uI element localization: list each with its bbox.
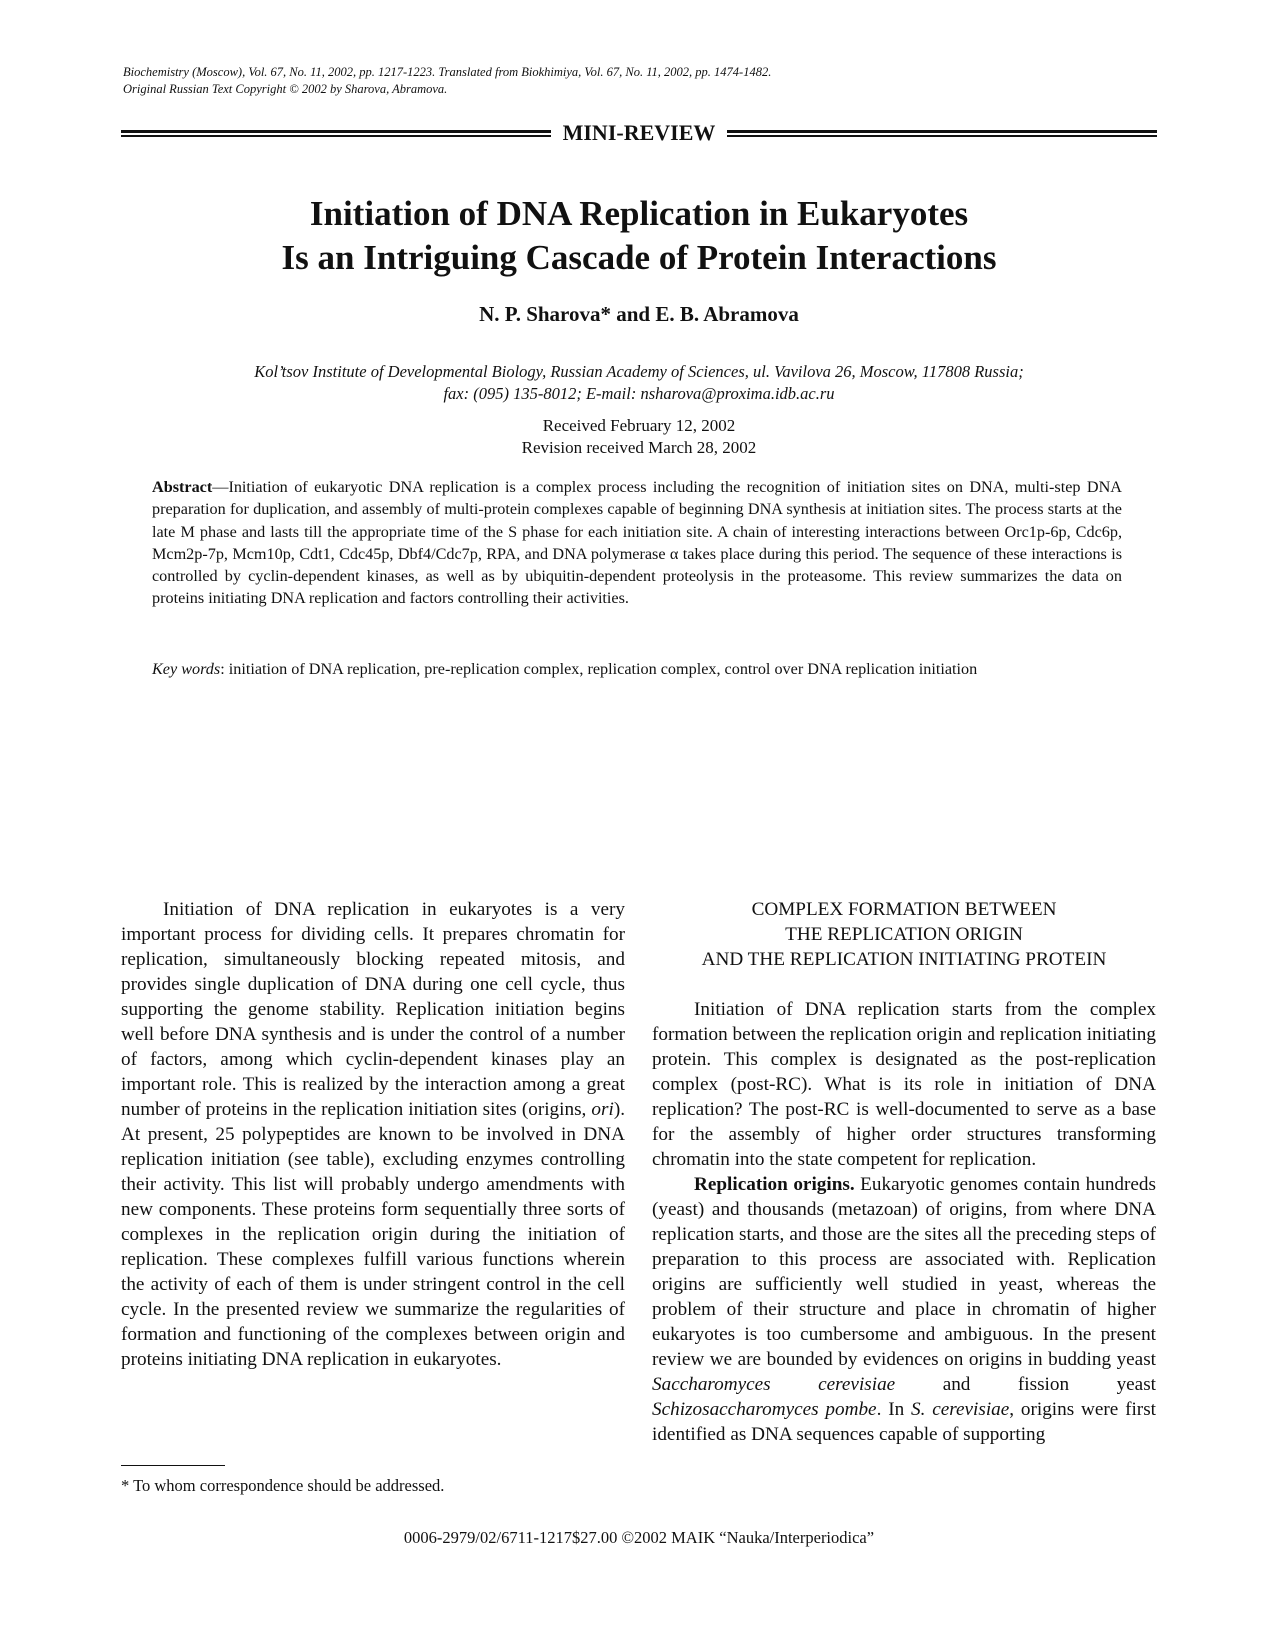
keywords-text: : initiation of DNA replication, pre-replication complex, replication complex, control over DNA replication initiation bbox=[220, 660, 978, 678]
keywords bbox=[152, 658, 1122, 680]
received-date: Received February 12, 2002 bbox=[542, 416, 736, 435]
para2-text-a: Eukaryotic genomes contain hundreds (yeast) and thousands (metazoan) of origins, from where DNA replication starts, and those are the sites all the preceding steps of preparation to this process are associated with. Replication origins are sufficiently well studied in yeast, whereas the problem of their structure and place in chromatin of higher eukaryotes is too cumbersome and ambiguous. In the present review we are bounded by evidences on origins in budding yeast bbox=[652, 1174, 1156, 1370]
authors: N. P. Sharova* and E. B. Abramova bbox=[479, 302, 799, 326]
title-line-2: Is an Intriguing Cascade of Protein Interactions bbox=[281, 238, 997, 277]
intro-text-a: Initiation of DNA replication in eukaryotes is a very important process for dividing cells. It prepares chromatin for replication, simultaneously blocking repeated mitosis, and provides single duplication of DNA during one cell cycle, thus supporting the genome stability. Replication initiation begins well before DNA synthesis and is under the control of a number of factors, among which cyclin-dependent kinases play an important role. This is realized by the interaction among a great number of proteins in the replication initiation sites (origins, bbox=[121, 899, 625, 1120]
keywords-label: Key words bbox=[152, 660, 221, 678]
para2-text-b: and fission yeast bbox=[895, 1374, 1156, 1395]
abstract-label: Abstract bbox=[152, 478, 213, 496]
heading-line-2: THE REPLICATION ORIGIN bbox=[785, 924, 1023, 945]
section-heading bbox=[652, 897, 1156, 972]
copyright-line: 0006-2979/02/6711-1217$27.00 ©2002 MAIK “Nauka/Interperiodica” bbox=[403, 1528, 875, 1547]
heading-line-3: AND THE REPLICATION INITIATING PROTEIN bbox=[701, 949, 1107, 970]
body-paragraph-1: Initiation of DNA replication starts from the complex formation between the replication origin and replication initiating protein. This complex is designated as the post-replication complex (post-RC). What is its role in initiation of DNA replication? The post-RC is well-documented to serve as a base for the assembly of higher order structures transforming chromatin into the state competent for replication. bbox=[652, 999, 1156, 1170]
intro-text-b: ). At present, 25 polypeptides are known to be involved in DNA replication initiation (see table), excluding enzymes controlling their activity. This list will probably undergo amendments with new components. These proteins form sequentially three sorts of complexes in the replication origin during the initiation of replication. These complexes fulfill various functions wherein the activity of each of them is under stringent control in the cell cycle. In the presented review we summarize the regularities of formation and functioning of the complexes between origin and proteins initiating DNA replication in eukaryotes. bbox=[121, 1099, 625, 1370]
abstract-text: —Initiation of eukaryotic DNA replication is a complex process including the recognition of initiation sites on DNA, multi-step DNA preparation for duplication, and assembly of multi-protein complexes capable of beginning DNA synthesis at initiation sites. The process starts at the late M phase and lasts till the appropriate time of the S phase for each initiation site. A chain of interesting interactions between Orc1p-6p, Cdc6p, Mcm2p-7p, Mcm10p, Cdt1, Cdc45p, Dbf4/Cdc7p, RPA, and DNA polymerase α takes place during this period. The sequence of these interactions is controlled by cyclin-dependent kinases, as well as by ubiquitin-dependent proteolysis in the proteasome. This review summarizes the data on proteins initiating DNA replication and factors controlling their activities. bbox=[152, 478, 1122, 608]
footnote: * To whom correspondence should be addressed. bbox=[121, 1476, 445, 1495]
title-line-1: Initiation of DNA Replication in Eukaryotes bbox=[309, 194, 969, 233]
revised-date: Revision received March 28, 2002 bbox=[521, 438, 757, 457]
dates bbox=[121, 415, 1157, 459]
footnote-rule bbox=[121, 1465, 225, 1466]
affiliation bbox=[121, 361, 1157, 405]
double-rule-left bbox=[121, 130, 551, 137]
intro-paragraph bbox=[121, 897, 625, 1372]
species-s-pombe: Schizosaccharomyces pombe bbox=[652, 1399, 877, 1420]
para2-text-c: . In bbox=[876, 1399, 911, 1420]
affiliation-line-2: fax: (095) 135-8012; E-mail: nsharova@proxima.idb.ac.ru bbox=[443, 384, 835, 403]
species-s-cerevisiae-abbr: S. cerevisiae bbox=[911, 1399, 1010, 1420]
right-column bbox=[652, 897, 1156, 1447]
journal-line-2: Original Russian Text Copyright © 2002 by Sharova, Abramova. bbox=[123, 82, 448, 96]
journal-citation bbox=[123, 64, 1163, 98]
left-column bbox=[121, 897, 625, 1372]
para2-text-d: , origins were first identified as DNA sequences capable of supporting bbox=[652, 1399, 1156, 1445]
species-s-cerevisiae: Saccharomyces cerevisiae bbox=[652, 1374, 896, 1395]
body-paragraph-2 bbox=[652, 1172, 1156, 1447]
journal-line-1: Biochemistry (Moscow), Vol. 67, No. 11, 2002, pp. 1217-1223. Translated from Biokhimiya, Vol. 67, No. 11, 2002, pp. 1474-1482. bbox=[123, 65, 772, 79]
intro-ori: ori bbox=[591, 1099, 614, 1120]
article-title bbox=[121, 192, 1157, 280]
section-label: MINI-REVIEW bbox=[562, 120, 716, 145]
double-rule-right bbox=[727, 130, 1157, 137]
abstract bbox=[152, 476, 1122, 610]
affiliation-line-1: Kol’tsov Institute of Developmental Biology, Russian Academy of Sciences, ul. Vavilova 26, Moscow, 117808 Russia; bbox=[254, 362, 1024, 381]
section-banner bbox=[121, 120, 1157, 146]
run-in-heading: Replication origins. bbox=[694, 1174, 855, 1195]
heading-line-1: COMPLEX FORMATION BETWEEN bbox=[751, 899, 1057, 920]
